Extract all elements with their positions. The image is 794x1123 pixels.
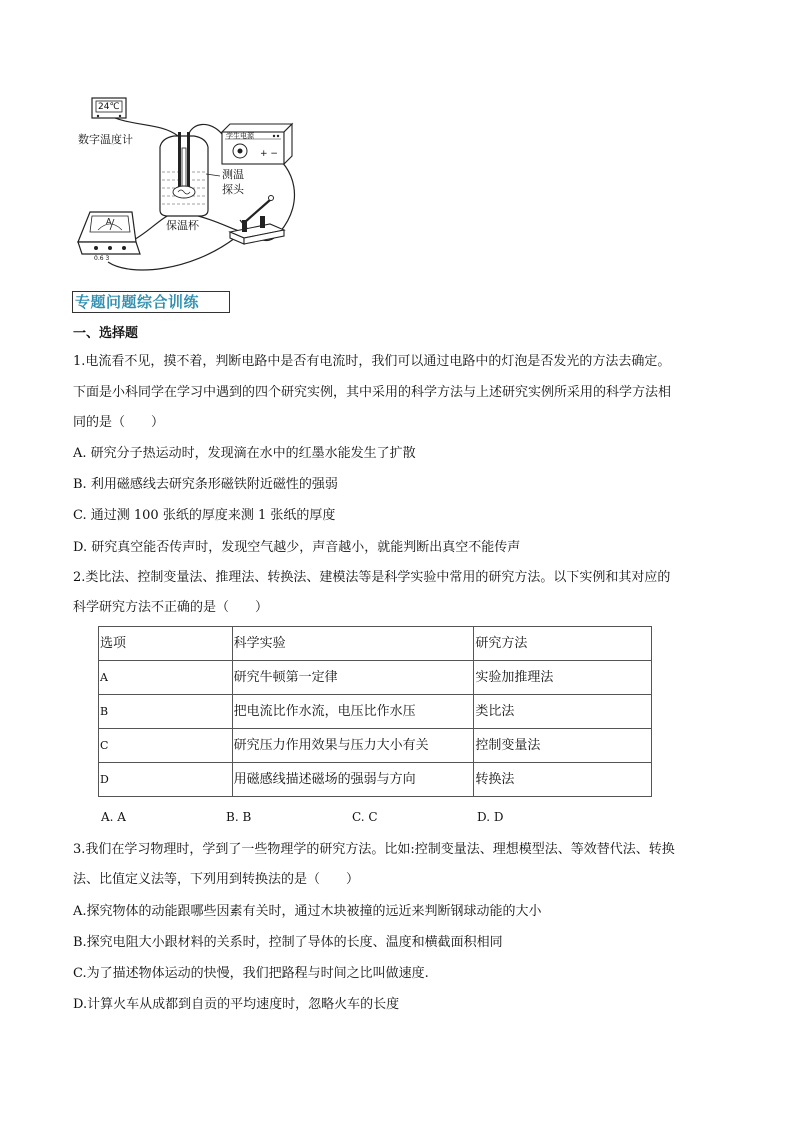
- q2-table: [98, 626, 652, 797]
- q2-option-c: C. C: [352, 810, 378, 824]
- circuit-diagram: [70, 92, 310, 277]
- power-supply: [222, 124, 292, 164]
- table-row: [99, 661, 652, 695]
- q3-line-2: 法、比值定义法等，下列用到转换法的是（ ）: [73, 872, 360, 887]
- table-header-row: [99, 627, 652, 661]
- table-cell: 转换法: [474, 763, 652, 797]
- cup-label: 保温杯: [166, 219, 199, 232]
- q2-line-1: 2.类比法、控制变量法、推理法、转换法、建模法等是科学实验中常用的研究方法。以下实例和其对应的: [73, 570, 671, 585]
- circuit-figure: [70, 92, 310, 277]
- ammeter-symbol: A: [106, 217, 112, 226]
- q3-option-c: C.为了描述物体运动的快慢，我们把路程与时间之比叫做速度.: [73, 966, 429, 981]
- table-cell: D: [99, 763, 233, 797]
- table-cell: 把电流比作水流，电压比作水压: [232, 695, 474, 729]
- q3-option-d: D.计算火车从成都到自贡的平均速度时，忽略火车的长度: [73, 997, 400, 1012]
- table-header-cell: 选项: [99, 627, 233, 661]
- table-row: [99, 729, 652, 763]
- q1-line-2: 下面是小科同学在学习中遇到的四个研究实例，其中采用的科学方法与上述研究实例所采用的科学方法相: [73, 385, 672, 400]
- power-supply-label: 学生电源: [226, 132, 254, 140]
- table-cell: 用磁感线描述磁场的强弱与方向: [232, 763, 474, 797]
- probe-label-line2: 探头: [222, 183, 244, 196]
- q2-option-d: D. D: [477, 810, 504, 824]
- section-title-box: [72, 291, 230, 313]
- svg-text:+ −: + −: [260, 149, 278, 159]
- q1-option-a: A. 研究分子热运动时，发现滴在水中的红墨水能发生了扩散: [73, 446, 416, 461]
- wire-probe-supply: [188, 124, 222, 136]
- q1-line-1: 1.电流看不见，摸不着，判断电路中是否有电流时，我们可以通过电路中的灯泡是否发光的方法去确定。: [73, 354, 671, 369]
- table-cell: C: [99, 729, 233, 763]
- q1-line-3: 同的是（ ）: [73, 415, 165, 430]
- q2-option-a: A. A: [101, 810, 126, 824]
- table-cell: 研究牛顿第一定律: [232, 661, 474, 695]
- q1-option-c: C. 通过测 100 张纸的厚度来测 1 张纸的厚度: [73, 508, 336, 523]
- table-row: [99, 695, 652, 729]
- table-cell: 研究压力作用效果与压力大小有关: [232, 729, 474, 763]
- table-cell: 控制变量法: [474, 729, 652, 763]
- table-header-cell: 研究方法: [474, 627, 652, 661]
- section-heading: 一、选择题: [73, 326, 139, 341]
- thermos-cup: [160, 132, 220, 216]
- q1-option-d: D. 研究真空能否传声时，发现空气越少，声音越小，就能判断出真空不能传声: [73, 540, 521, 555]
- table-cell: A: [99, 661, 233, 695]
- q1-option-b: B. 利用磁感线去研究条形磁铁附近磁性的强弱: [73, 477, 338, 492]
- table-cell: 类比法: [474, 695, 652, 729]
- table-row: [99, 763, 652, 797]
- thermometer-label: 数字温度计: [78, 133, 133, 146]
- section-title: 专题问题综合训练: [75, 293, 200, 311]
- probe-label-line1: 测温: [222, 168, 244, 181]
- q2-line-2: 科学研究方法不正确的是（ ）: [73, 600, 269, 615]
- q3-option-b: B.探究电阻大小跟材料的关系时，控制了导体的长度、温度和横截面积相同: [73, 935, 503, 950]
- q3-option-a: A.探究物体的动能跟哪些因素有关时，通过木块被撞的远近来判断钢球动能的大小: [73, 904, 542, 919]
- table-cell: 实验加推理法: [474, 661, 652, 695]
- table-cell: B: [99, 695, 233, 729]
- table-header-cell: 科学实验: [232, 627, 474, 661]
- q3-line-1: 3.我们在学习物理时，学到了一些物理学的研究方法。比如:控制变量法、理想模型法、等效替代法、转换: [73, 842, 675, 857]
- q2-option-b: B. B: [226, 810, 252, 824]
- thermometer-reading: 24℃: [98, 102, 120, 112]
- ammeter-terminals: 0.6 3: [94, 255, 110, 262]
- knife-switch: [230, 196, 284, 245]
